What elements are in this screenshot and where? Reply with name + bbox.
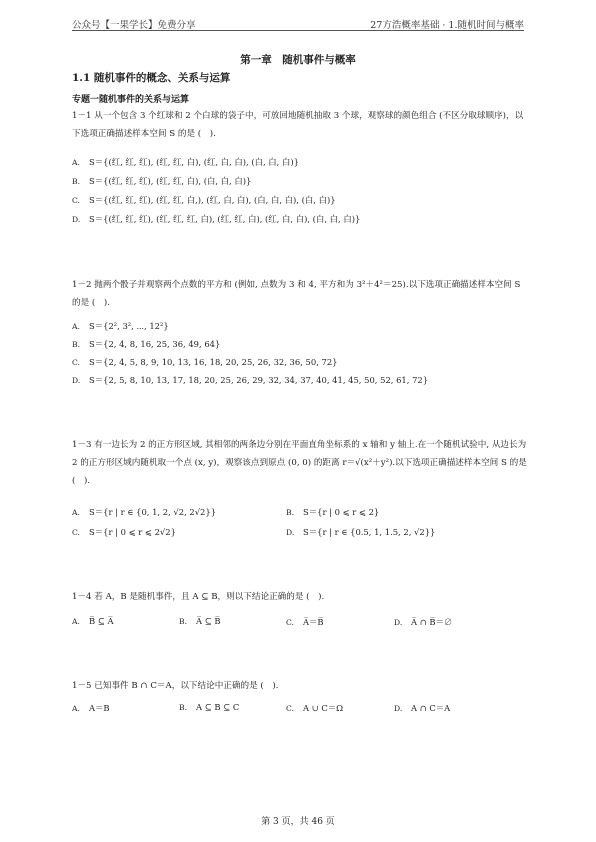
question-2-text: 1－2 抛两个骰子并观察两个点数的平方和 (例如, 点数为 3 和 4, 平方和为 3²＋4²＝25).以下选项正确描述样本空间 S 的是 ( ). [72, 280, 521, 308]
section-title: 1.1 随机事件的概念、关系与运算 [72, 72, 231, 84]
option-key: B. [179, 617, 187, 626]
question-1-option-b [72, 175, 251, 187]
option-key: C. [72, 196, 80, 205]
option-text: S＝{2², 3², ⋯, 12²} [89, 321, 169, 331]
option-text: S＝{(红, 红, 红), (红, 红, 红, 白), (红, 红, 白), (红, 白, 白), (白, 白, 白)} [89, 214, 361, 224]
option-text: A ⊆ B ⊆ C [196, 702, 240, 712]
option-text: A ∪ C＝Ω [303, 703, 344, 713]
question-1-option-c [72, 194, 336, 206]
option-text: A̅ ∩ B̅＝∅ [411, 617, 453, 627]
option-key: D. [72, 376, 81, 385]
question-3-option-a [72, 506, 216, 518]
option-key: D. [394, 618, 403, 627]
page-header [72, 14, 524, 31]
option-key: A. [72, 322, 80, 331]
option-text: B̅ ⊆ A̅ [89, 616, 114, 626]
option-key: C. [72, 528, 80, 537]
chapter-title: 第一章 随机事件与概率 [240, 54, 356, 66]
option-text: S＝{r | r ∈ {0.5, 1, 1.5, 2, √2}} [303, 527, 436, 537]
question-5-option-a [72, 702, 110, 714]
question-1-option-d [72, 213, 360, 225]
option-key: B. [72, 177, 80, 186]
option-key: A. [72, 704, 80, 713]
option-key: D. [394, 704, 403, 713]
option-key: C. [72, 358, 80, 367]
header-left-text: 公众号【一果学长】免费分享 [72, 20, 196, 31]
option-key: D. [286, 528, 295, 537]
page-number-footer: 第 3 页，共 46 页 [261, 817, 335, 827]
question-5-option-c [286, 702, 343, 714]
question-4-option-d [394, 616, 452, 628]
option-text: A＝B [89, 703, 110, 713]
option-text: A ∩ C＝A [411, 703, 451, 713]
option-text: S＝{r | 0 ⩽ r ⩽ 2√2} [89, 527, 176, 537]
option-text: S＝{(红, 红, 红), (红, 红, 白), (白, 白, 白)} [89, 176, 252, 186]
option-key: B. [72, 340, 80, 349]
question-2-option-b [72, 338, 220, 350]
option-key: C. [286, 704, 294, 713]
option-text: S＝{(红, 红, 红), (红, 红, 白,), (红, 白, 白), (白, 白, 白), (白, 白)} [89, 195, 336, 205]
option-key: C. [286, 618, 294, 627]
option-text: S＝{(红, 红, 红), (红, 红, 白), (红, 白, 白), (白, 白, 白)} [89, 157, 299, 167]
option-text: A̅＝B̅ [303, 617, 324, 627]
option-text: S＝{2, 4, 5, 8, 9, 10, 13, 16, 18, 20, 25, 26, 32, 36, 50, 72} [89, 357, 338, 367]
option-key: A. [72, 617, 80, 626]
question-1-option-a [72, 156, 299, 168]
option-key: B. [179, 703, 187, 712]
question-3-option-c [72, 526, 176, 538]
question-5-option-d [394, 702, 450, 714]
question-2-option-c [72, 356, 338, 368]
option-key: A. [72, 158, 80, 167]
question-4-text: 1－4 若 A，B 是随机事件，且 A ⊆ B，则以下结论正确的是 ( ). [72, 592, 325, 602]
question-3-text: 1－3 有一边长为 2 的正方形区域, 其相邻的两条边分别在平面直角坐标系的 x 轴和 y 轴上.在一个随机试验中, 从边长为 2 的正方形区域内随机取一个点 (x, y)，观察该点到原点 (0, 0) 的距离 r＝√(x²＋y²).以下选项正确描述样本空间 S 的是 ( ). [72, 440, 527, 486]
question-5-text: 1－5 已知事件 B ∩ C＝A，以下结论中正确的是 ( ). [72, 681, 279, 691]
option-text: S＝{r | 0 ⩽ r ⩽ 2} [303, 507, 380, 517]
question-1-text: 1－1 从一个包含 3 个红球和 2 个白球的袋子中，可放回地随机抽取 3 个球，观察球的颜色组合 (不区分取球顺序)，以下选项正确描述样本空间 S 的是 ( ). [72, 111, 524, 139]
question-4-option-a [72, 616, 114, 626]
option-text: S＝{2, 4, 8, 16, 25, 36, 49, 64} [89, 339, 221, 349]
option-key: A. [72, 508, 80, 517]
option-key: D. [72, 215, 81, 224]
option-text: S＝{2, 5, 8, 10, 13, 17, 18, 20, 25, 26, 29, 32, 34, 37, 40, 41, 45, 50, 52, 61, 72} [89, 375, 429, 385]
option-text: A̅ ⊆ B̅ [196, 616, 221, 626]
question-5-option-b [179, 702, 239, 712]
question-3-option-b [286, 506, 379, 518]
question-3-option-d [286, 526, 435, 538]
question-2-option-d [72, 374, 428, 386]
option-text: S＝{r | r ∈ {0, 1, 2, √2, 2√2}} [89, 507, 217, 517]
topic-title: 专题一随机事件的关系与运算 [72, 95, 190, 105]
question-4-option-b [179, 616, 221, 626]
option-key: B. [286, 508, 294, 517]
question-4-option-c [286, 616, 324, 628]
question-2-option-a [72, 320, 169, 332]
header-right-text: 27方浩概率基础 · 1.随机时间与概率 [370, 20, 524, 31]
